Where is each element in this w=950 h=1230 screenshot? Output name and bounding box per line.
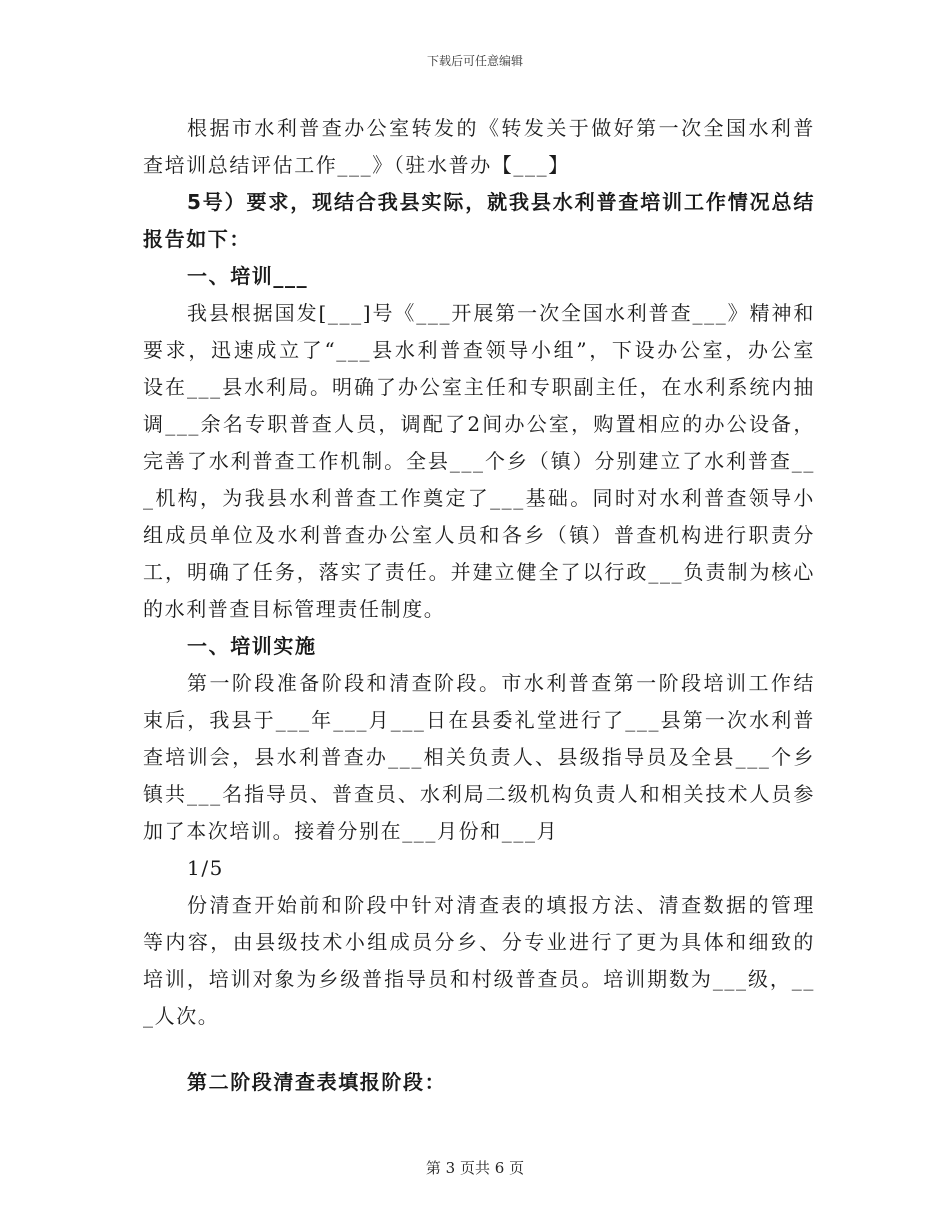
section-heading: 一、培训___ (187, 264, 309, 288)
paragraph-line: 组成员单位及水利普查办公室人员和各乡（镇）普查机构进行职责分 (143, 523, 815, 547)
paragraph-line: 培训，培训对象为乡级普指导员和村级普查员。培训期数为___级，__ (143, 967, 815, 991)
paragraph-line: 要求，迅速成立了“___县水利普查领导小组”，下设办公室，办公室 (143, 338, 815, 362)
paragraph-line: _机构，为我县水利普查工作奠定了___基础。同时对水利普查领导小 (143, 486, 815, 510)
paragraph-line: 份清查开始前和阶段中针对清查表的填报方法、清查数据的管理 (187, 893, 815, 917)
page-header: 下载后可任意编辑 (426, 54, 523, 68)
paragraph-line: 第一阶段准备阶段和清查阶段。市水利普查第一阶段培训工作结 (187, 671, 815, 695)
paragraph-line: 等内容，由县级技术小组成员分乡、分专业进行了更为具体和细致的 (143, 930, 815, 954)
paragraph-line-bold: 5号）要求，现结合我县实际，就我县水利普查培训工作情况总结 (187, 190, 815, 214)
section-heading: 第二阶段清查表填报阶段： (187, 1070, 447, 1094)
paragraph-line: 加了本次培训。接着分别在___月份和___月 (143, 819, 559, 843)
document-body (143, 110, 815, 1101)
paragraph-line: 完善了水利普查工作机制。全县___个乡（镇）分别建立了水利普查__ (143, 449, 815, 473)
paragraph-line: 根据市水利普查办公室转发的《转发关于做好第一次全国水利普 (187, 116, 815, 140)
paragraph-line: 的水利普查目标管理责任制度。 (143, 597, 446, 621)
paragraph-line: _人次。 (143, 1004, 220, 1028)
page-marker: 1/5 (187, 856, 224, 880)
paragraph-line: 工，明确了任务，落实了责任。并建立健全了以行政___负责制为核心 (143, 560, 815, 584)
paragraph-line: 设在___县水利局。明确了办公室主任和专职副主任，在水利系统内抽 (143, 375, 815, 399)
section-heading: 一、培训实施 (187, 634, 317, 658)
paragraph-line: 查培训总结评估工作___》（驻水普办【___】 (143, 153, 570, 177)
paragraph-line: 镇共___名指导员、普查员、水利局二级机构负责人和相关技术人员参 (143, 782, 815, 806)
paragraph-line-bold: 报告如下： (143, 227, 251, 251)
paragraph-line: 我县根据国发[___]号《___开展第一次全国水利普查___》精神和 (187, 301, 815, 325)
page-footer: 第 3 页共 6 页 (425, 1159, 525, 1177)
paragraph-line: 束后，我县于___年___月___日在县委礼堂进行了___县第一次水利普 (143, 708, 815, 732)
paragraph-gap (143, 1035, 815, 1064)
paragraph-line: 调___余名专职普查人员，调配了2间办公室，购置相应的办公设备， (143, 412, 815, 436)
paragraph-line: 查培训会，县水利普查办___相关负责人、县级指导员及全县___个乡 (143, 745, 815, 769)
